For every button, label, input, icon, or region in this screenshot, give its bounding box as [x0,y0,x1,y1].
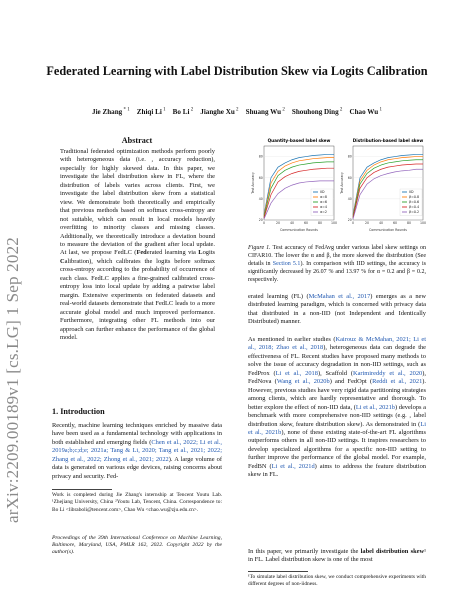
chart-title: Distribution-based label skew [352,138,424,143]
legend-label: β=0.6 [409,200,420,205]
legend-label: α=6 [320,200,328,205]
y-tick-label: 20 [347,218,352,223]
author-affiliation-mark: 2 [234,108,239,113]
citation-link[interactable]: Reddi et al., 2021 [372,378,423,386]
legend-label: β=0.2 [409,210,420,215]
author-affiliation-mark: 2 [281,108,285,113]
citation-link[interactable]: McMahan et al., 2017 [308,293,371,300]
citation-link[interactable]: Li et al., 2021d [271,462,315,470]
y-tick-label: 80 [258,154,263,159]
x-axis-label: Communication Rounds [280,228,318,232]
x-tick-label: 100 [330,221,338,225]
legend-label: α=2 [320,210,328,215]
proceedings-note: Proceedings of the 39th International Conference on Machine Learning, Baltimore, Maryland, USA, PMLR 162, 2022. Copyright 2022 by the author(s). [52,535,222,556]
chart-title: Quantity-based label skew [267,138,331,143]
citation-link[interactable]: Li et al., 2021b [355,403,395,411]
author-name: Jianghe Xu $^2$ [200,108,239,117]
author-affiliation-mark: * 1 [122,108,130,113]
x-tick-label: 100 [419,221,427,225]
x-tick-label: 20 [364,221,370,225]
paper-title: Federated Learning with Label Distribution Skew via Logits Calibration [46,64,428,78]
author-name: Chao Wu $^1$ [349,108,382,117]
y-axis-label: Test Accuracy [251,172,255,194]
y-tick-label: 60 [347,175,352,180]
abstract-body: Traditional federated optimization methods perform poorly with heterogeneous data (i.e. , accuracy reduction), especially for highly skewed data. In this paper, we investigate the label distribution skew in FL, where the distribution of labels varies across clients. First, we investigate the label distribution skew from a statistical view. We demonstrate both theoretically and empirically that previous methods based on softmax cross-entropy are not suitable, which can result in local models heavily overfitting to minority classes and missing classes. Additionally, we theoretically introduce a deviation bound to measure the deviation of the gradient after local update. At last, we propose FedLC (Federated learning via Logits Calibration), which calibrates the logits before softmax cross-entropy according to the probability of occurrence of each class. FedLC applies a fine-grained calibrated cross-entropy loss into local update by adding a pairwise label margin. Extensive experiments on federated datasets and real-world datasets demonstrate that FedLC leads to a more accurate global model and much improved performance. Furthermore, integrating other FL methods into our approach can further enhance the performance of the global model. [60,148,215,341]
x-tick-label: 0 [351,221,355,225]
affiliation-footnote: Work is completed during Jie Zhang's internship at Tencent Youtu Lab. ¹Zhejiang University, China ²Youtu Lab, Tencent, China. Correspondence to: Bo Li <libraboli@tencent.com>, Chao Wu <chao.wu@zju.edu.cn>. [52,492,222,513]
author-affiliation-mark: 2 [338,108,343,113]
y-tick-label: 40 [347,196,352,201]
right-paragraph-3: In this paper, we primarily investigate the label distribution skew¹ in FL. Label distribution skew is one of the most [248,548,426,564]
author-name: Zhiqi Li $^1$ [136,108,166,117]
y-tick-label: 60 [258,175,263,180]
author-name: Shouhong Ding $^2$ [291,108,343,117]
x-axis-label: Communication Rounds [369,228,407,232]
right-paragraph-1: erated learning (FL) (McMahan et al., 2017) emerges as a new distributed learning paradigm, which is concerned with privacy data that distributed in a non-IID (not Independent and Identically Distributed) manner. [248,293,426,326]
x-tick-label: 80 [406,221,412,225]
legend-label: IID [409,190,414,195]
author-list [0,108,474,116]
x-tick-label: 60 [392,221,398,225]
x-tick-label: 0 [262,221,266,225]
x-tick-label: 20 [275,221,281,225]
citation-link[interactable]: Li et al., 2021b [248,420,426,436]
author-name: Jie Zhang $^{* 1}$ [92,108,130,117]
legend-label: α=4 [320,205,328,210]
legend-label: β=0.8 [409,195,420,200]
author-name: Bo Li $^2$ [172,108,194,117]
citation-link[interactable]: Kairouz & McMahan, 2021; Li et al., 2018; Zhao et al., 2018 [248,336,426,352]
author-name: Shuang Wu $^2$ [245,108,285,117]
citation-link[interactable]: Chen et al., 2022; Li et al., 2019a;b;c;d;e; 2021a; Tang & Li, 2020; Tang et al., 2021; 2022; Zhang et al., 2022; Zhong et al., 2021; 2022 [52,438,222,463]
footnote-rule [52,489,112,490]
figure-caption: Figure 1. Test accuracy of FedAvg under various label skew settings on CIFAR10. The lower the α and β, the more skewed the distribution (See details in Section 5.1). In comparison with IID settings, the accuracy is significantly decreased by 26.07 % and 13.97 % for α = 0.2 and β = 0.2, respectively. [248,245,427,283]
intro-body: Recently, machine learning techniques enriched by massive data have been used as a fundamental technology with applications in both established and emerging fields (Chen et al., 2022; Li et al., 2019a;b;c;d;e; 2021a; Tang & Li, 2020; Tang et al., 2021; 2022; Zhang et al., 2022; Zhong et al., 2021; 2022). A large volume of data is generated on various edge devices, raising concerns about privacy and security. Fed- [52,422,222,480]
section-link[interactable]: Section 5.1 [272,261,301,267]
footnote-rule [248,571,308,572]
citation-link[interactable]: Li et al., 2018 [275,369,318,377]
skew-footnote: ¹To simulate label distribution skew, we conduct comprehensive experiments with different degrees of non-iidness. [248,574,426,588]
plot-distribution-skew [339,136,427,234]
right-paragraph-2: As mentioned in earlier studies (Kairouz & McMahan, 2021; Li et al., 2018; Zhao et al., 2018), heterogeneous data can degrade the effectiveness of FL. Recent studies have proposed many methods to solve the issue of accuracy degradation in non-IID settings, such as FedProx (Li et al., 2018), Scaffold (Karimireddy et al., 2020), FedNova (Wang et al., 2020b) and FedOpt (Reddi et al., 2021). However, previous studies have very rigid data partitioning strategies among clients, which are hardly representative and thorough. To better explore the effect of non-IID data, (Li et al., 2021b) develops a benchmark with more comprehensive non-IID settings (e.g. , label distribution skew, feature distribution skew). As demonstrated in (Li et al., 2021b), none of these existing state-of-the-art FL algorithms outperforms others in all non-IID settings. It inspires researchers to develop specialized algorithms for a specific non-IID setting to further improve the performance of the global model. For example, FedBN (Li et al., 2021d) aims to address the feature distribution skew in FL. [248,336,427,479]
x-tick-label: 40 [289,221,295,225]
citation-link[interactable]: Karimireddy et al., 2020 [352,369,423,377]
y-tick-label: 80 [347,154,352,159]
y-tick-label: 40 [258,196,263,201]
legend-label: α=8 [320,195,328,200]
plot-quantity-skew [250,136,338,234]
author-affiliation-mark: 1 [161,108,166,113]
legend-label: IID [320,190,325,195]
x-tick-label: 60 [303,221,309,225]
arxiv-stamp: arXiv:2209.00189v1 [cs.LG] 1 Sep 2022 [3,237,22,523]
y-tick-label: 20 [258,218,263,223]
author-affiliation-mark: 1 [378,108,382,113]
legend-label: β=0.4 [409,205,420,210]
y-axis-label: Test Accuracy [340,172,344,194]
x-tick-label: 40 [378,221,384,225]
x-tick-label: 80 [317,221,323,225]
intro-heading: 1. Introduction [52,407,105,416]
abstract-heading: Abstract [121,136,153,145]
citation-link[interactable]: Wang et al., 2020b [276,378,330,386]
author-affiliation-mark: 2 [189,108,194,113]
